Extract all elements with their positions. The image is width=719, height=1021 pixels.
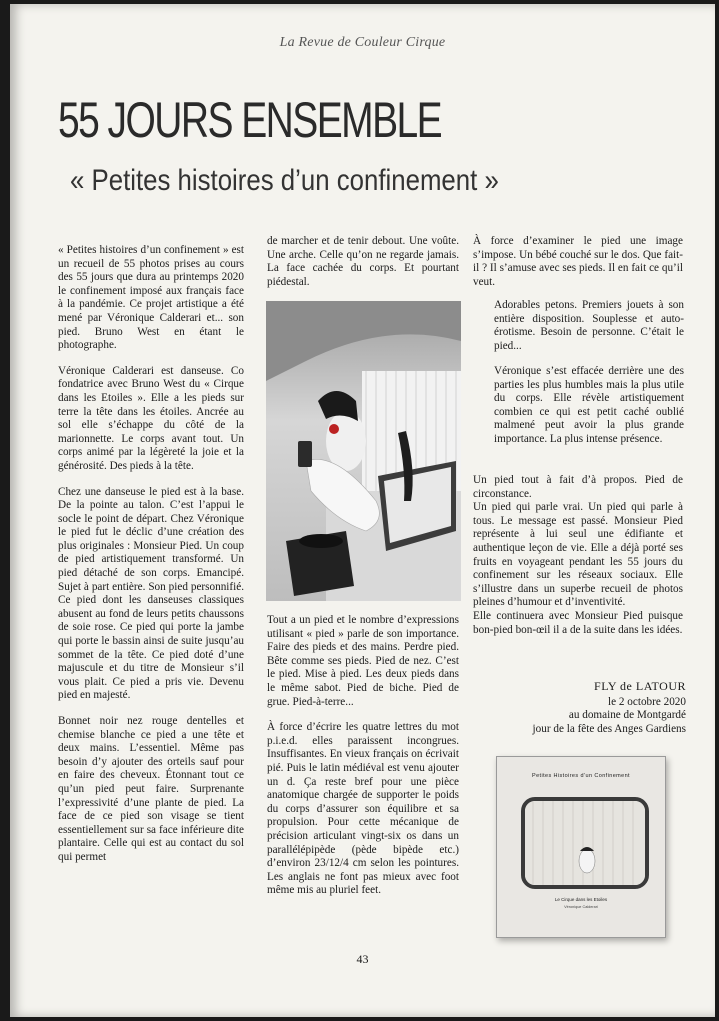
paragraph: À force d’examiner le pied une image s’impose. Un bébé couché sur le dos. Que fait-il ? Il s’amuse avec ses pieds. Il en fait ce qu’il veut.: [473, 235, 683, 288]
book-caption: Le Cirque dans les Etoiles: [554, 897, 608, 902]
signature-day: jour de la fête des Anges Gardiens: [532, 722, 686, 735]
paragraph: À force d’écrire les quatre lettres du mot p.i.e.d. elles paraissent incongrues. Insuffisantes. En vieux français on écrivait pié. Puis le latin médiéval est venu ajouter un d. Ça reste bref pour une pièce anatomique chargée de supporter le poids du corps d’assurer son équilibre et sa propulsion. Pour cette mécanique de précision articulant vingt-six os dans un parallélépipède (pède bipède etc.) d’environ 23/12/4 cm selon les pointures. Les anglais ne font pas mieux avec foot même mis au pluriel feet.: [267, 721, 459, 897]
author-signature: [480, 680, 686, 736]
paragraph: Adorables petons. Premiers jouets à son entière disposition. Souplesse et auto-érotisme. Besoin de personne. C’était le pied...: [494, 299, 684, 352]
paragraph: Véronique s’est effacée derrière une des parties les plus humbles mais la plus utile du corps. Elle révèle artistiquement combien ce qui est petit caché oublié malmené peut avoir la plus grande importance. La plus intense présence.: [494, 365, 684, 445]
author-name: FLY de LATOUR: [594, 679, 686, 693]
column-1: [58, 244, 244, 877]
column-3-rest: [473, 474, 683, 637]
paragraph: Bonnet noir nez rouge dentelles et chemise blanche ce pied a une tête et deux mains. L’essentiel. Même pas besoin d’y ajouter des orteils sauf pour en faire des cheveux. Étonnant tout ce qu’un pied peut faire. Surprenante l’expressivité d’une plante de pied. La face de ce pied son visage se tient essentiellement sur sa face inférieure dite plantaire. Celle qui est au contact du sol qui permet: [58, 715, 244, 863]
magazine-header: La Revue de Couleur Cirque: [279, 35, 446, 50]
column-2-bottom: [267, 614, 459, 910]
paragraph: Véronique Calderari est danseuse. Co fondatrice avec Bruno West du « Cirque dans les Etoiles ». Elle a les pieds sur terre la tête dans les étoiles. Ancrée au sol elle s’échappe du côté de la marionnette. Le corps avant tout. Un corps animé par la légèreté la joie et la générosité. Des pieds à la tête.: [58, 364, 244, 472]
article-title: 55 JOURS ENSEMBLE: [58, 92, 442, 148]
column-3-top: [473, 235, 683, 289]
article-photo: [266, 301, 461, 601]
book-title: Petites Histoires d’un Confinement: [532, 773, 630, 779]
paragraph: Tout a un pied et le nombre d’expressions utilisant « pied » parle de son importance. Faire des pieds et des mains. Perdre pied. Bête comme ses pieds. Pied de nez. C’est le pied. Mise à pied. Les deux pieds dans le même sabot. Pied de biche. Pied de grue. Pied-à-terre...: [267, 614, 459, 708]
paragraph: Elle continuera avec Monsieur Pied puisque bon-pied bon-œil il a de la suite dans les idées.: [473, 609, 683, 636]
signature-place: au domaine de Montgardé: [568, 709, 686, 722]
paragraph: « Petites histoires d’un confinement » est un recueil de 55 photos prises au cours des 55 jours que dura au printemps 2020 le confinement imposé aux français face à la pandémie. Ce projet artistique a été mené par Véronique Calderari et... son pied. Bruno West en étant le photographe.: [58, 244, 244, 352]
paragraph: Chez une danseuse le pied est à la base. De la pointe au talon. C’est l’appui le socle le point de départ. Chez Véronique le pied fut le déclic d’une création des plus originales : Monsieur Pied. Un coup de pied artistiquement transformé. Un pied détaché de son corps. Emancipé. Sujet à part entière. Son pied personnifié. Ce pied dont les danseuses classiques abusent au fond de leurs petits chaussons de soie rose. Ce pied qui porte la jambe qui porte le bassin ainsi de suite jusqu’au sommet de la tête. Ce pied doté d’une majuscule et du titre de Monsieur s’il vous plait. Ce pied a pris vie. Devenu pied en majesté.: [58, 485, 244, 702]
paragraph: Un pied qui parle vrai. Un pied qui parle à tous. Le message est passé. Monsieur Pied représente à lui seul une édifiante et authentique leçon de vie. Elle a déjà porté ses fruits en voyageant pendant les 55 jours du confinement sur les réseaux sociaux. Elle s’illustre dans un superbe recueil de photos pleines d’humour et d’inventivité.: [473, 501, 683, 609]
page-number: 43: [356, 952, 369, 966]
magazine-page: [10, 4, 715, 1017]
column-2-top: [267, 235, 459, 289]
article-subtitle: « Petites histoires d’un confinement »: [70, 164, 499, 197]
book-cover-illustration: [525, 801, 645, 885]
book-cover-image: [496, 756, 666, 938]
signature-date: le 2 octobre 2020: [608, 695, 686, 708]
column-3-indented: [494, 299, 684, 353]
paragraph: Un pied tout à fait d’à propos. Pied de circonstance.: [473, 474, 683, 500]
column-3-indented-2: [494, 365, 684, 447]
book-cover-window: [521, 797, 649, 889]
paragraph: de marcher et de tenir debout. Une voûte. Une arche. Celle qu’on ne regarde jamais. La face cachée du corps. Et pourtant piédestal.: [267, 235, 459, 288]
book-author: Véronique Calderari: [564, 905, 598, 909]
photo-illustration: [266, 301, 461, 601]
